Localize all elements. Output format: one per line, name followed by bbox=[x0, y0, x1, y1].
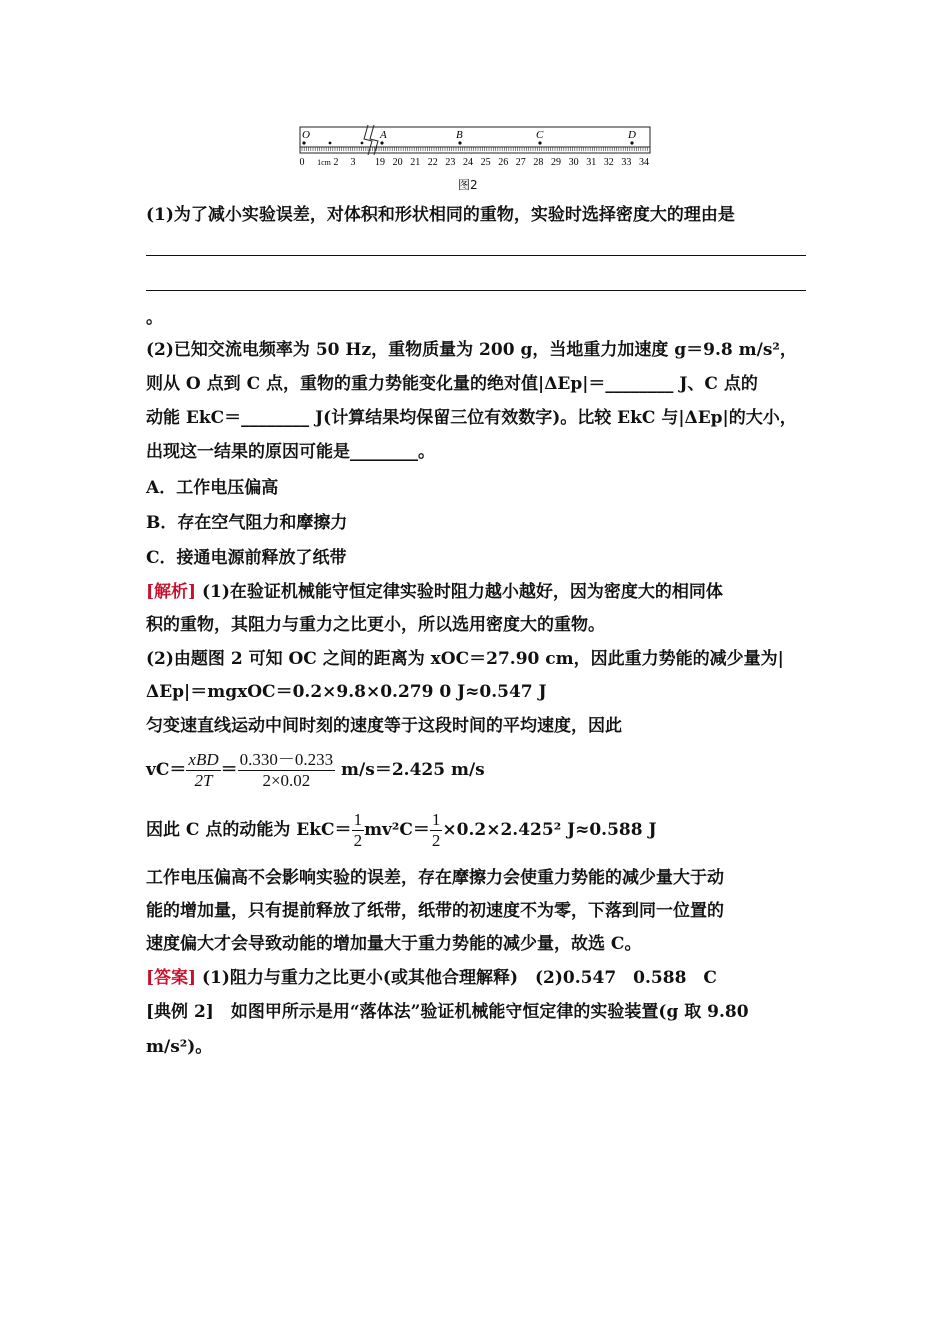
fraction-denominator: 2 bbox=[353, 831, 363, 850]
example-text: 如图甲所示是用“落体法”验证机械能守恒定律的实验装置(g 取 9.80 bbox=[213, 1002, 749, 1022]
ruler-number: 28 bbox=[533, 157, 544, 168]
label-O: O bbox=[302, 129, 310, 141]
fraction bbox=[352, 810, 365, 851]
ek-mid: mv²C＝ bbox=[364, 820, 430, 840]
ruler-number: 1cm bbox=[317, 158, 331, 167]
dot bbox=[329, 142, 332, 145]
fraction-denominator: 2T bbox=[194, 771, 213, 790]
answer-text: (1)阻力与重力之比更小(或其他合理解释) (2)0.547 0.588 C bbox=[196, 968, 717, 988]
answer-line bbox=[146, 966, 717, 990]
option-b: B．存在空气阻力和摩擦力 bbox=[146, 513, 348, 533]
option-a: A．工作电压偏高 bbox=[146, 478, 279, 498]
ruler-number: 26 bbox=[498, 157, 509, 168]
example-tag: [典例 2] bbox=[146, 1002, 214, 1022]
label-A: A bbox=[380, 129, 387, 141]
analysis-line: 工作电压偏高不会影响实验的误差，存在摩擦力会使重力势能的减少量大于动 bbox=[146, 868, 724, 888]
fraction-numerator: 1 bbox=[431, 810, 441, 829]
dot-O bbox=[302, 141, 305, 144]
option-c: C．接通电源前释放了纸带 bbox=[146, 548, 347, 568]
analysis-line: 速度偏大才会导致动能的增加量大于重力势能的减少量，故选 C。 bbox=[146, 934, 642, 954]
ruler-ticks bbox=[302, 147, 647, 151]
q2-line: 出现这一结果的原因可能是________。 bbox=[146, 442, 435, 462]
ek-formula bbox=[146, 808, 657, 852]
dot-C bbox=[538, 141, 541, 144]
example-line: m/s²)。 bbox=[146, 1037, 213, 1057]
dot-B bbox=[458, 141, 461, 144]
figure-caption: 图2 bbox=[458, 178, 478, 192]
fraction-numerator: 0.330－0.233 bbox=[239, 750, 334, 769]
label-B: B bbox=[456, 129, 463, 141]
q1-text: (1)为了减小实验误差，对体积和形状相同的重物，实验时选择密度大的理由是 bbox=[146, 205, 735, 225]
q2-line: 动能 EkC＝________ J(计算结果均保留三位有效数字)。比较 EkC 与|ΔEp|的大小， bbox=[146, 408, 797, 428]
analysis-text: (1)在验证机械能守恒定律实验时阻力越小越好，因为密度大的相同体 bbox=[202, 582, 723, 602]
ruler-number: 27 bbox=[515, 157, 526, 168]
ruler-number: 20 bbox=[392, 157, 403, 168]
analysis-tag: [解析] bbox=[146, 582, 197, 602]
ek-prefix: 因此 C 点的动能为 EkC＝ bbox=[146, 820, 352, 840]
ruler-number: 33 bbox=[621, 157, 632, 168]
fraction bbox=[186, 750, 220, 791]
q1-end: 。 bbox=[146, 308, 163, 328]
vc-lhs: vC＝ bbox=[146, 760, 187, 780]
ruler-number: 22 bbox=[427, 157, 438, 168]
q2-line: 则从 O 点到 C 点，重物的重力势能变化量的绝对值|ΔEp|＝________ J、C 点的 bbox=[146, 374, 758, 394]
vc-rhs: m/s＝2.425 m/s bbox=[335, 760, 485, 780]
q2-line: (2)已知交流电频率为 50 Hz，重物质量为 200 g，当地重力加速度 g＝9.8 m/s²， bbox=[146, 340, 797, 360]
answer-blank-line[interactable] bbox=[146, 290, 806, 291]
dot bbox=[361, 142, 364, 145]
fraction-denominator: 2 bbox=[431, 831, 441, 850]
ek-rhs: ×0.2×2.425² J≈0.588 J bbox=[442, 820, 657, 840]
ruler-number: 21 bbox=[410, 157, 421, 168]
example-line bbox=[146, 1000, 749, 1024]
fraction bbox=[430, 810, 443, 851]
answer-tag: [答案] bbox=[146, 968, 197, 988]
ruler-number: 23 bbox=[445, 157, 456, 168]
dot-A bbox=[380, 141, 383, 144]
ruler-number: 29 bbox=[551, 157, 561, 168]
fraction bbox=[238, 750, 336, 791]
ruler-number: 32 bbox=[603, 157, 614, 168]
ruler-number: 0 bbox=[299, 157, 305, 168]
fraction-denominator: 2×0.02 bbox=[262, 771, 311, 790]
analysis-line: ΔEp|＝mgxOC＝0.2×9.8×0.279 0 J≈0.547 J bbox=[146, 682, 547, 702]
ruler-number: 24 bbox=[463, 157, 473, 168]
fraction-numerator: 1 bbox=[353, 810, 363, 829]
ruler-number: 31 bbox=[586, 157, 597, 168]
analysis-line: 匀变速直线运动中间时刻的速度等于这段时间的平均速度，因此 bbox=[146, 716, 622, 736]
label-C: C bbox=[536, 129, 544, 141]
analysis-line-1 bbox=[146, 580, 723, 604]
ruler-number: 19 bbox=[375, 157, 385, 168]
ruler-number: 2 bbox=[333, 157, 339, 168]
fraction-numerator: xBD bbox=[188, 750, 219, 769]
vc-formula bbox=[146, 748, 485, 792]
equals: ＝ bbox=[220, 760, 238, 780]
ruler-number: 25 bbox=[480, 157, 491, 168]
ruler-number: 30 bbox=[568, 157, 579, 168]
ruler-number: 3 bbox=[350, 157, 356, 168]
answer-blank-line[interactable] bbox=[146, 255, 806, 256]
analysis-line: 积的重物，其阻力与重力之比更小，所以选用密度大的重物。 bbox=[146, 615, 605, 635]
dot-D bbox=[630, 141, 633, 144]
label-D: D bbox=[628, 129, 636, 141]
analysis-line: (2)由题图 2 可知 OC 之间的距离为 xOC＝27.90 cm，因此重力势能的减少量为| bbox=[146, 649, 784, 669]
analysis-line: 能的增加量，只有提前释放了纸带，纸带的初速度不为零，下落到同一位置的 bbox=[146, 901, 724, 921]
ruler-number: 34 bbox=[639, 157, 649, 168]
ruler-numbers bbox=[300, 157, 650, 168]
